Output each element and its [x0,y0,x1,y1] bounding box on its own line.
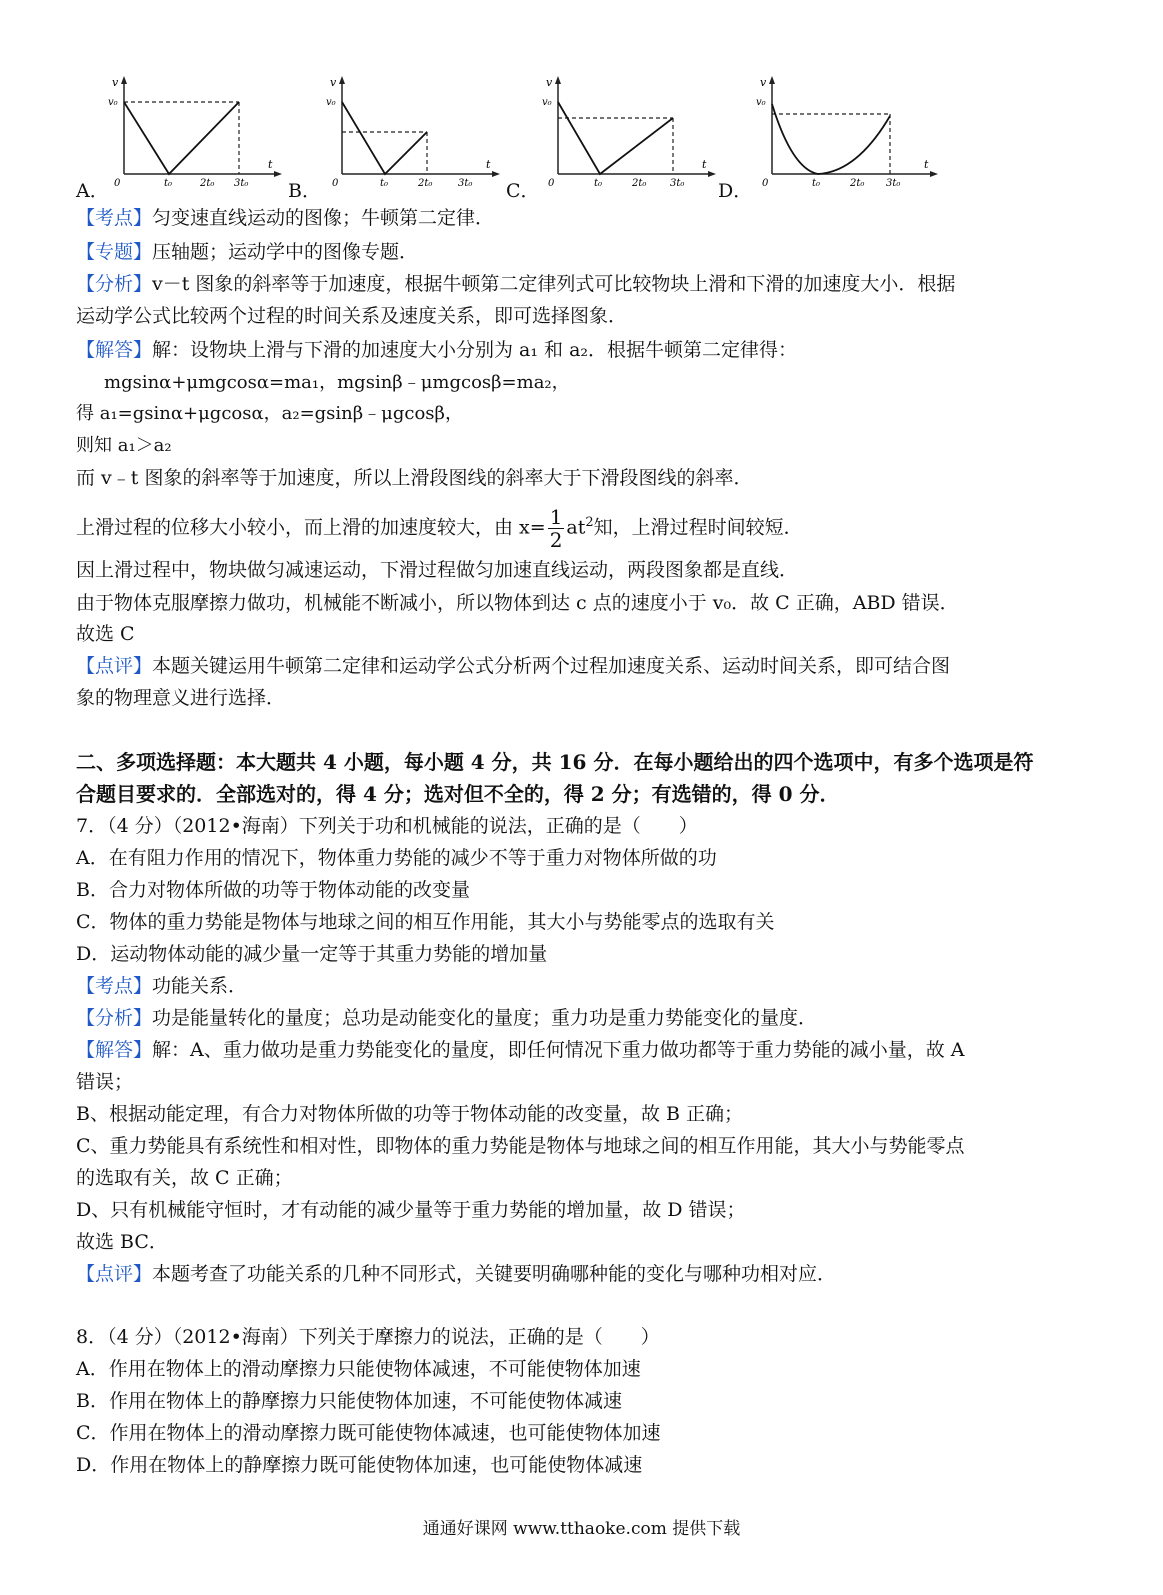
q7-fenxi-tag: 【分析】 [76,1007,153,1029]
graph-c-option-label: C． [506,180,540,202]
q7-jieda-text-2: 错误； [76,1071,134,1093]
q8-option-d: D．作用在物体上的静摩擦力既可能使物体加速，也可能使物体减速 [76,1454,643,1476]
q6-frac-num: 1 [549,504,563,529]
q6-kaodian-text: 匀变速直线运动的图像；牛顿第二定律． [152,207,495,229]
q6-line-5 [76,500,803,551]
graph-c [538,74,718,192]
graph-d-ylabel: v [760,76,767,89]
q7-jieda-text-3: B、根据动能定理，有合力对物体所做的功等于物体动能的改变量，故 B 正确； [76,1103,744,1125]
q7-stem: 7．（4 分）（2012•海南）下列关于功和机械能的说法，正确的是（ ） [76,815,698,837]
graph-c-ylabel: v [546,76,553,89]
q7-option-a: A．在有阻力作用的情况下，物体重力势能的减少不等于重力对物体所做的功 [76,847,717,869]
q7-jieda-line [76,1038,965,1062]
q6-equation-1: mgsinα+μmgcosα=ma₁，mgsinβ﹣μmgcosβ=ma₂， [104,372,570,393]
q7-dianping-tag: 【点评】 [76,1263,153,1285]
q8-option-c: C．作用在物体上的滑动摩擦力既可能使物体减速，也可能使物体加速 [76,1422,661,1444]
section-2-heading-2: 合题目要求的．全部选对的，得 4 分；选对但不全的，得 2 分；有选错的，得 0 分． [76,782,840,806]
q6-fenxi-line [76,272,955,296]
q8-option-a: A．作用在物体上的滑动摩擦力只能使物体减速，不可能使物体加速 [76,1358,641,1380]
q8-stem: 8．（4 分）（2012•海南）下列关于摩擦力的说法，正确的是（ ） [76,1326,660,1348]
graph-d-origin: 0 [762,178,769,189]
q7-option-d: D．运动物体动能的减少量一定等于其重力势能的增加量 [76,943,548,965]
q6-dianping-text-1: 本题关键运用牛顿第二定律和运动学公式分析两个过程加速度关系、运动时间关系，即可结合图 [152,655,951,677]
graph-a-option-label: A． [76,180,109,202]
graph-c-origin: 0 [548,178,555,189]
q8-option-b: B．作用在物体上的静摩擦力只能使物体加速，不可能使物体减速 [76,1390,622,1412]
q6-fenxi-text-2: 运动学公式比较两个过程的时间关系及速度关系，即可选择图象． [76,305,628,327]
graph-b [322,74,502,192]
q6-zhuanti-tag: 【专题】 [76,241,153,263]
q6-equation-2: 得 a₁=gsinα+μgcosα，a₂=gsinβ﹣μgcosβ， [76,403,463,424]
graph-d-tick-2: 2t₀ [850,178,865,189]
q7-dianping-line [76,1262,836,1286]
section-2-heading-1: 二、多项选择题：本大题共 4 小题，每小题 4 分，共 16 分．在每小题给出的四个选项中，有多个选项是符 [76,750,1034,774]
graph-a-tick-2: 2t₀ [200,178,215,189]
q6-line-7: 由于物体克服摩擦力做功，机械能不断减小，所以物体到达 c 点的速度小于 v₀．故 C 正确，ABD 错误． [76,592,959,614]
graph-b-xlabel: t [486,158,491,171]
q7-jieda-text-7: 故选 BC． [76,1231,168,1253]
q7-jieda-text-1: 解：A、重力做功是重力势能变化的量度，即任何情况下重力做功都等于重力势能的减小量，故 A [152,1039,965,1061]
graph-d-tick-3: 3t₀ [886,178,901,189]
graph-c-y0: v₀ [542,97,552,108]
q7-fenxi-text: 功是能量转化的量度；总功是动能变化的量度；重力功是重力势能变化的量度． [152,1007,818,1029]
q7-jieda-text-4: C、重力势能具有系统性和相对性，即物体的重力势能是物体与地球之间的相互作用能，其大小与势能零点 [76,1135,965,1157]
q6-line-8: 故选 C [76,623,135,645]
q6-fenxi-text-1: v－t 图象的斜率等于加速度，根据牛顿第二定律列式可比较物块上滑和下滑的加速度大小．根据 [152,273,956,295]
q7-dianping-text: 本题考查了功能关系的几种不同形式，关键要明确哪种能的变化与哪种功相对应． [152,1263,837,1285]
graph-a-origin: 0 [114,178,121,189]
graph-d [752,74,942,192]
graph-d-y0: v₀ [756,97,766,108]
q6-jieda-tag: 【解答】 [76,339,153,361]
graph-c-tick-3: 3t₀ [670,178,685,189]
graph-a-xlabel: t [268,158,273,171]
q7-kaodian-tag: 【考点】 [76,975,153,997]
graph-d-xlabel: t [924,158,929,171]
graph-b-tick-2: 2t₀ [418,178,433,189]
graph-a-tick-3: 3t₀ [234,178,249,189]
q6-dianping-text-2: 象的物理意义进行选择． [76,687,286,709]
q6-jieda-text-1: 解：设物块上滑与下滑的加速度大小分别为 a₁ 和 a₂．根据牛顿第二定律得： [152,339,798,361]
q6-jieda-line [76,338,797,362]
q6-line-5a: 上滑过程的位移大小较小，而上滑的加速度较大，由 x= [76,516,546,539]
graph-c-tick-1: t₀ [594,178,603,189]
graph-b-origin: 0 [332,178,339,189]
q6-line-6: 因上滑过程中，物块做匀减速运动，下滑过程做匀加速直线运动，两段图象都是直线． [76,559,799,581]
q6-line-5c: 知，上滑过程时间较短． [593,516,803,539]
graph-b-y0: v₀ [326,97,336,108]
q6-kaodian-line [76,206,494,230]
graph-a-ylabel: v [112,76,119,89]
q6-kaodian-tag: 【考点】 [76,207,153,229]
graph-d-option-label: D． [718,180,753,202]
graph-b-option-label: B． [288,180,321,202]
q6-zhuanti-text: 压轴题；运动学中的图像专题． [152,241,419,263]
q6-dianping-tag: 【点评】 [76,655,153,677]
q6-line-5sup: 2 [585,515,594,530]
q6-line-5b: at [566,516,586,539]
q7-jieda-tag: 【解答】 [76,1039,153,1061]
q6-zhuanti-line [76,240,418,264]
graph-a [104,74,284,192]
graph-b-tick-3: 3t₀ [458,178,473,189]
q7-option-c: C．物体的重力势能是物体与地球之间的相互作用能，其大小与势能零点的选取有关 [76,911,775,933]
graph-a-y0: v₀ [108,97,118,108]
graph-c-tick-2: 2t₀ [632,178,647,189]
q6-line-4: 而 v﹣t 图象的斜率等于加速度，所以上滑段图线的斜率大于下滑段图线的斜率． [76,467,753,489]
q7-kaodian-text: 功能关系． [152,975,248,997]
graph-b-ylabel: v [330,76,337,89]
q7-kaodian-line [76,974,247,998]
q7-jieda-text-6: D、只有机械能守恒时，才有动能的减少量等于重力势能的增加量，故 D 错误； [76,1199,746,1221]
q7-jieda-text-5: 的选取有关，故 C 正确； [76,1167,293,1189]
q6-equation-3: 则知 a₁＞a₂ [76,435,172,456]
graph-a-tick-1: t₀ [164,178,173,189]
q6-fraction [548,506,565,551]
graph-c-xlabel: t [702,158,707,171]
q6-dianping-line [76,654,950,678]
q6-fenxi-tag: 【分析】 [76,273,153,295]
q6-frac-den: 2 [549,527,563,552]
graph-d-tick-1: t₀ [812,178,821,189]
q7-option-b: B．合力对物体所做的功等于物体动能的改变量 [76,879,470,901]
q7-fenxi-line [76,1006,817,1030]
page-footer: 通通好课网 www.tthaoke.com 提供下载 [422,1519,741,1539]
graph-b-tick-1: t₀ [380,178,389,189]
